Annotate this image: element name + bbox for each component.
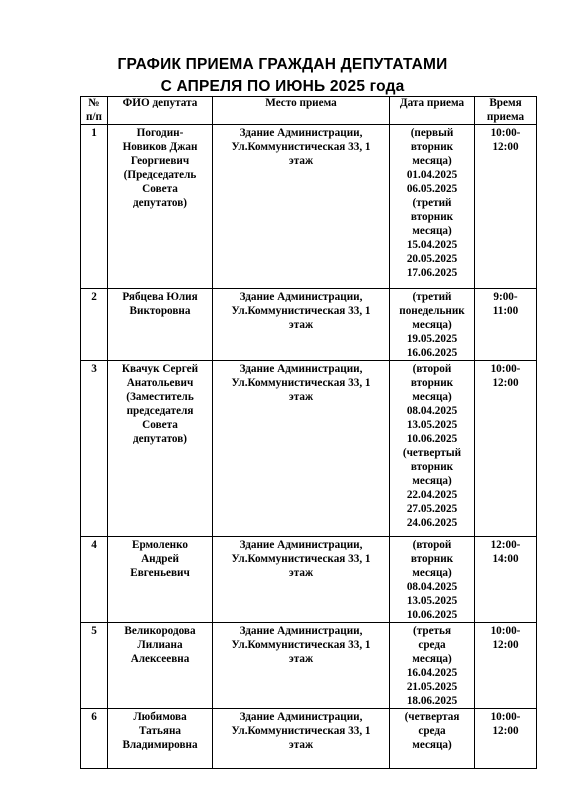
reception-dates: (третья среда месяца) 16.04.2025 21.05.2025 18.06.2025 bbox=[390, 623, 475, 709]
table-header-row bbox=[81, 97, 537, 125]
row-num: 1 bbox=[81, 125, 108, 289]
reception-place: Здание Администрации, Ул.Коммунистическая 33, 1 этаж bbox=[213, 361, 390, 537]
reception-time: 10:00- 12:00 bbox=[475, 361, 537, 537]
deputy-name: Великородова Лилиана Алексеевна bbox=[108, 623, 213, 709]
reception-time: 12:00- 14:00 bbox=[475, 537, 537, 623]
reception-place: Здание Администрации, Ул.Коммунистическая 33, 1 этаж bbox=[213, 125, 390, 289]
reception-place: Здание Администрации, Ул.Коммунистическая 33, 1 этаж bbox=[213, 623, 390, 709]
reception-dates: (третий понедельник месяца) 19.05.2025 16.06.2025 bbox=[390, 289, 475, 361]
table-row bbox=[81, 289, 537, 361]
reception-place: Здание Администрации, Ул.Коммунистическая 33, 1 этаж bbox=[213, 709, 390, 769]
deputy-name: Ермоленко Андрей Евгеньевич bbox=[108, 537, 213, 623]
header-name: ФИО депутата bbox=[108, 97, 213, 125]
row-num: 2 bbox=[81, 289, 108, 361]
reception-time: 10:00- 12:00 bbox=[475, 709, 537, 769]
deputy-name: Погодин- Новиков Джан Георгиевич (Председатель Совета депутатов) bbox=[108, 125, 213, 289]
reception-place: Здание Администрации, Ул.Коммунистическая 33, 1 этаж bbox=[213, 289, 390, 361]
schedule-table bbox=[80, 96, 537, 769]
reception-dates: (первый вторник месяца) 01.04.2025 06.05.2025 (третий вторник месяца) 15.04.2025 20.05.2025 17.06.2025 bbox=[390, 125, 475, 289]
header-place: Место приема bbox=[213, 97, 390, 125]
document-title-line-1: ГРАФИК ПРИЕМА ГРАЖДАН ДЕПУТАТАМИ bbox=[117, 56, 448, 73]
header-date: Дата приема bbox=[390, 97, 475, 125]
reception-dates: (второй вторник месяца) 08.04.2025 13.05.2025 10.06.2025 (четвертый вторник месяца) 22.04.2025 27.05.2025 24.06.2025 bbox=[390, 361, 475, 537]
reception-time: 10:00- 12:00 bbox=[475, 125, 537, 289]
table-row bbox=[81, 361, 537, 537]
row-num: 6 bbox=[81, 709, 108, 769]
header-time: Время приема bbox=[475, 97, 537, 125]
reception-place: Здание Администрации, Ул.Коммунистическая 33, 1 этаж bbox=[213, 537, 390, 623]
reception-dates: (четвертая среда месяца) bbox=[390, 709, 475, 769]
deputy-name: Любимова Татьяна Владимировна bbox=[108, 709, 213, 769]
document-title-line-2: С АПРЕЛЯ ПО ИЮНЬ 2025 года bbox=[160, 78, 405, 95]
row-num: 3 bbox=[81, 361, 108, 537]
table-row bbox=[81, 125, 537, 289]
reception-dates: (второй вторник месяца) 08.04.2025 13.05.2025 10.06.2025 bbox=[390, 537, 475, 623]
row-num: 4 bbox=[81, 537, 108, 623]
table-row bbox=[81, 623, 537, 709]
row-num: 5 bbox=[81, 623, 108, 709]
header-num: № п/п bbox=[81, 97, 108, 125]
deputy-name: Рябцева Юлия Викторовна bbox=[108, 289, 213, 361]
reception-time: 10:00- 12:00 bbox=[475, 623, 537, 709]
reception-time: 9:00- 11:00 bbox=[475, 289, 537, 361]
deputy-name: Квачук Сергей Анатольевич (Заместитель председателя Совета депутатов) bbox=[108, 361, 213, 537]
table-row bbox=[81, 537, 537, 623]
table-row bbox=[81, 709, 537, 769]
